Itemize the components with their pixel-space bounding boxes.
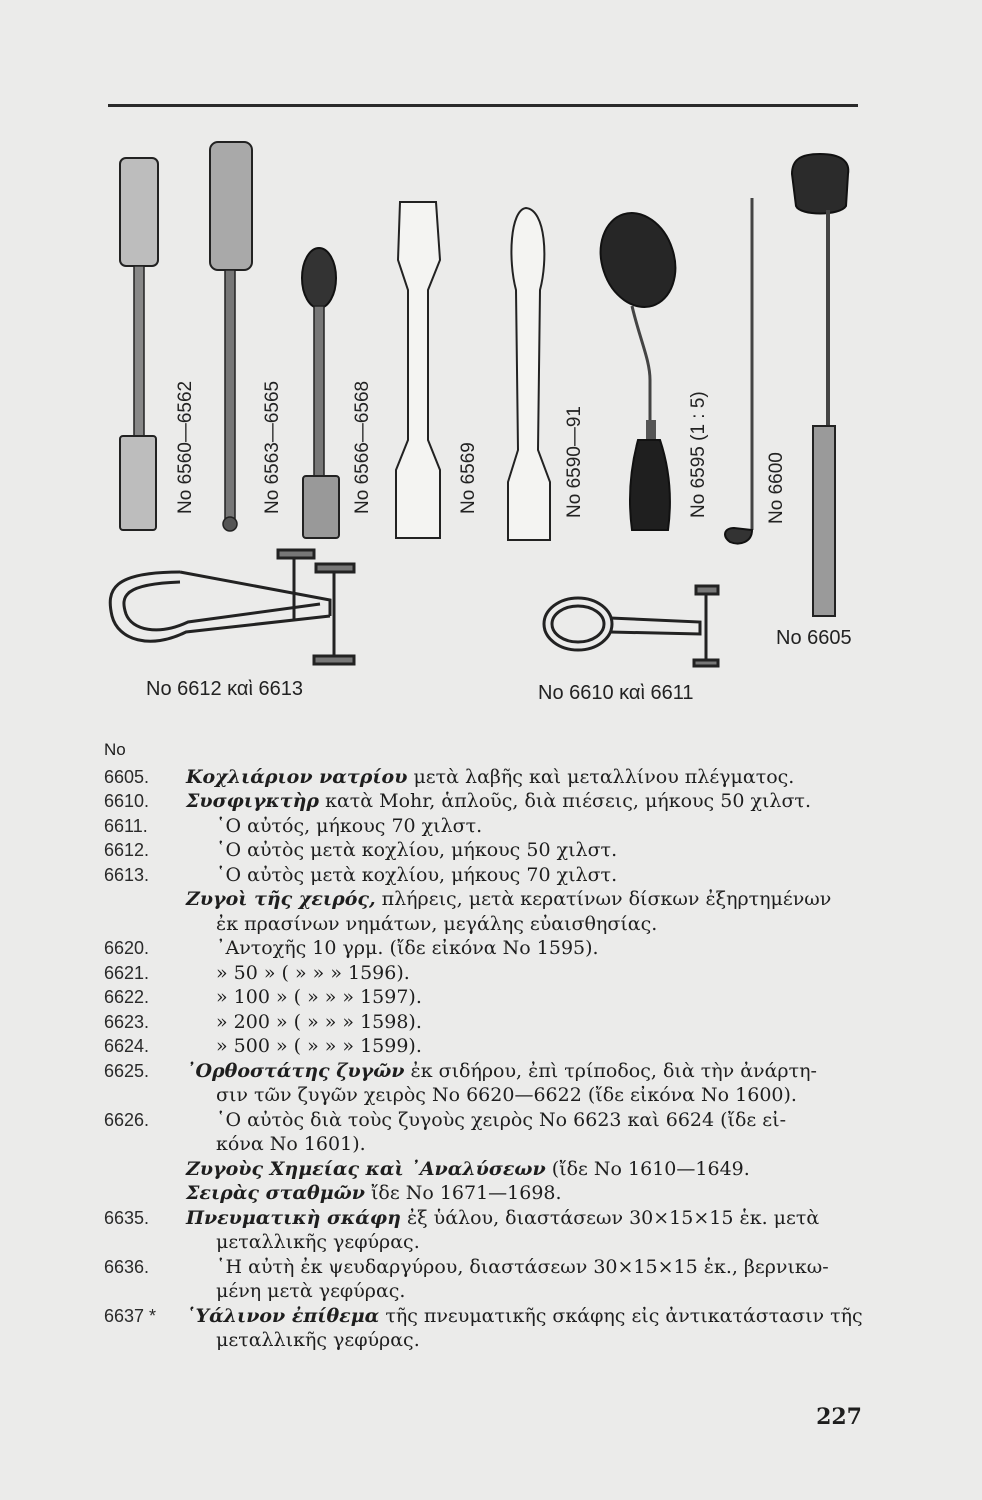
label-6600: No 6600 <box>766 452 787 524</box>
catalog-heading: Σειρὰς σταθμῶν ἴδε No 1671—1698. <box>186 1182 562 1204</box>
clamp-6610-illustration <box>544 586 718 666</box>
clamp-6612-illustration <box>110 550 354 664</box>
spoon-6595-illustration <box>589 203 687 530</box>
catalog-entry: 6623. » 200 » ( » » » 1598). <box>104 1010 422 1033</box>
page-number: 227 <box>816 1404 862 1430</box>
spatula-6563-illustration <box>210 142 252 531</box>
catalog-entry: 6636. ῾Η αὐτὴ ἐκ ψευδαργύρου, διαστάσεων 30×15×15 ἑκ., βερνικω- <box>104 1255 829 1278</box>
top-rule <box>108 104 858 107</box>
column-header-no: No <box>104 740 126 759</box>
catalog-entry: 6624. » 500 » ( » » » 1599). <box>104 1035 422 1057</box>
catalog-entry: 6620. ᾿Αντοχῆς 10 γρμ. (ἴδε εἰκόνα No 1595). <box>104 937 599 959</box>
spoon-6600-illustration <box>725 198 752 544</box>
catalog-entry: 6613. ῾Ο αὐτὸς μετὰ κοχλίου, μήκους 70 χιλστ. <box>104 863 618 886</box>
catalog-entry: 6611. ῾Ο αὐτός, μήκους 70 χιλστ. <box>104 814 483 837</box>
catalog-heading: Ζυγοὶ τῆς χειρός, πλήρεις, μετὰ κερατίνων δίσκων ἐξηρτημένων <box>186 888 832 910</box>
catalog-entry: 6621. » 50 » ( » » » 1596). <box>104 961 410 984</box>
label-6563: No 6563—6565 <box>262 380 283 514</box>
label-6595: No 6595 (1 : 5) <box>688 391 709 518</box>
label-6612: No 6612 καὶ 6613 <box>146 678 303 700</box>
catalog-entry: 6605. Κοχλιάριον νατρίου μετὰ λαβῆς καὶ μεταλλίνου πλέγματος. <box>104 765 795 788</box>
label-6610: No 6610 καὶ 6611 <box>538 682 694 704</box>
instrument-illustrations <box>0 110 982 710</box>
label-6590: No 6590—91 <box>564 406 585 518</box>
catalog-list: No 6605. Κοχλιάριον νατρίου μετὰ λαβῆς καὶ μεταλλίνου πλέγματος. 6610. Συσφιγκτὴρ κατὰ Mohr, ἁπλοῦς, διὰ πιέσεις, μήκους 50 χιλστ. 6611. ῾Ο αὐτός, μήκους 70 χιλστ. 6612. ῾Ο αὐτὸς μετὰ κοχλίου, μήκους 50 χιλστ. 6613. ῾Ο αὐτὸς μετὰ κοχλίου, μήκους 70 χιλστ. Ζυγοὶ τῆς χειρός, πλήρεις, μετὰ κερατίνων δίσκων ἐξηρτημένων ἐκ πρασίνων νημάτων, μεγάλης εὐαισθησίας. 6620. ᾿Αντοχῆς 10 γρμ. (ἴδε εἰκόνα No 1595). 6621. » 50 » ( » » » 1596). 6622. » 100 » ( » » » 1597). 6623. » 200 » ( » » » 1598). 6624. » 500 » ( » » » 1599). 6625. ᾿Ορθοστάτης ζυγῶν ἐκ σιδήρου, ἐπὶ τρίποδος, διὰ τὴν ἀνάρτη- σιν τῶν ζυγῶν χειρὸς No 6620—6622 (ἴδε εἰκόνα No 1600). 6626. ῾Ο αὐτὸς διὰ τοὺς ζυγοὺς χειρὸς No 6623 καὶ 6624 (ἴδε εἰ- κόνα No 1601). Ζυγοὺς Χημείας καὶ ᾿Αναλύσεων (ἴδε No 1610—1649. Σειρὰς σταθμῶν ἴδε No 1671—1698. 6635. Πνευματικὴ σκάφη ἐξ ὑάλου, διαστάσεων 30×15×15 ἑκ. μετὰ μεταλλικῆς γεφύρας. 6636. ῾Η αὐτὴ ἐκ ψευδαργύρου, διαστάσεων 30×15×15 ἑκ., βερνικω- μένη μετὰ γεφύρας. 6637 * ῾Υάλινον ἐπίθεμα τῆς πνευματικῆς σκάφης εἰς ἀντικατάστασιν τῆς μεταλλικῆς γεφύρας. <box>104 740 863 1351</box>
catalog-heading: Ζυγοὺς Χημείας καὶ ᾿Αναλύσεων (ἴδε No 1610—1649. <box>186 1157 750 1180</box>
catalog-entry: 6612. ῾Ο αὐτὸς μετὰ κοχλίου, μήκους 50 χιλστ. <box>104 839 618 861</box>
catalog-entry: 6637 * ῾Υάλινον ἐπίθεμα τῆς πνευματικῆς σκάφης εἰς ἀντικατάστασιν τῆς <box>104 1304 863 1327</box>
label-6560: No 6560—6562 <box>175 380 196 514</box>
spatula-6590-illustration <box>508 208 550 540</box>
catalog-entry: 6626. ῾Ο αὐτὸς διὰ τοὺς ζυγοὺς χειρὸς No 6623 καὶ 6624 (ἴδε εἰ- <box>104 1108 787 1131</box>
horn-spatula-6569-illustration <box>396 202 440 538</box>
catalog-entry: 6610. Συσφιγκτὴρ κατὰ Mohr, ἁπλοῦς, διὰ πιέσεις, μήκους 50 χιλστ. <box>104 790 811 812</box>
label-6569: No 6569 <box>458 442 479 514</box>
label-6566: No 6566—6568 <box>352 380 373 514</box>
label-6605: No 6605 <box>776 627 852 649</box>
spoon-spatula-6566-illustration <box>302 248 339 538</box>
catalog-entry: 6625. ᾿Ορθοστάτης ζυγῶν ἐκ σιδήρου, ἐπὶ τρίποδος, διὰ τὴν ἀνάρτη- <box>104 1059 817 1082</box>
catalog-entry: 6622. » 100 » ( » » » 1597). <box>104 986 422 1008</box>
sodium-spoon-6605-illustration <box>792 154 848 616</box>
catalog-entry: 6635. Πνευματικὴ σκάφη ἐξ ὑάλου, διαστάσεων 30×15×15 ἑκ. μετὰ <box>104 1206 820 1229</box>
spatula-6560-illustration <box>120 158 158 530</box>
